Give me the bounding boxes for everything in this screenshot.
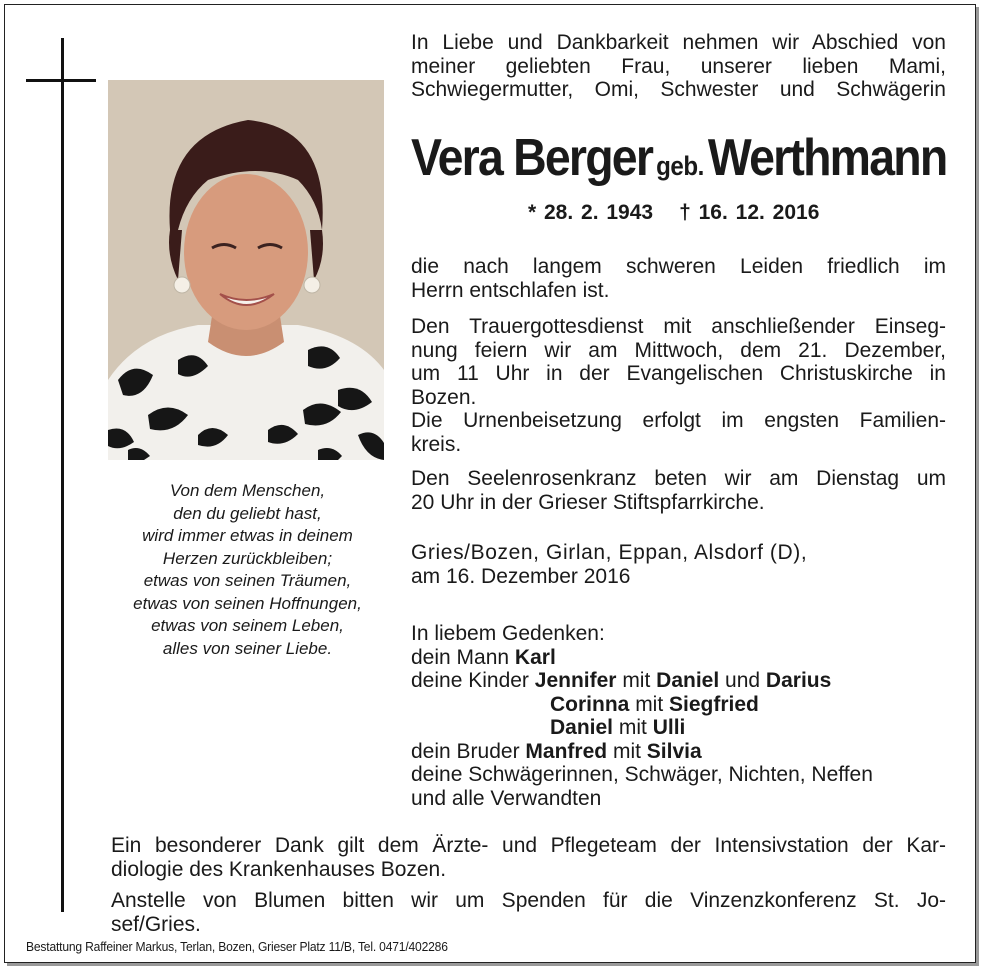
poem-line: etwas von seinen Hoffnungen, xyxy=(133,593,362,613)
death-date: † 16. 12. 2016 xyxy=(679,201,820,224)
mourner-name: Silvia xyxy=(646,739,702,763)
poem-line: Von dem Menschen, xyxy=(169,481,326,500)
mourner-row xyxy=(411,716,946,740)
mourner-relation: dein Bruder xyxy=(411,739,520,763)
mourner-conjunction: mit xyxy=(612,739,641,763)
mourners-list xyxy=(411,622,946,810)
text-line: Die Urnenbeisetzung erfolgt im engsten Familien- xyxy=(411,409,946,432)
mourner-name: Ulli xyxy=(652,716,686,739)
mourner-row: deine Schwägerinnen, Schwäger, Nichten, Neffen xyxy=(411,763,873,786)
portrait-photo xyxy=(108,80,384,460)
text-line: Anstelle von Blumen bitten wir um Spenden für die Vinzenzkonferenz St. Jo- xyxy=(111,889,946,912)
text-line: am 16. Dezember 2016 xyxy=(411,564,631,588)
poem-line: etwas von seinen Träumen, xyxy=(143,571,352,590)
cross-icon-bar xyxy=(26,79,96,82)
mourner-conjunction: mit xyxy=(618,716,647,739)
poem-line: alles von seiner Liebe. xyxy=(162,638,333,658)
poem xyxy=(100,480,395,660)
mourner-row xyxy=(411,740,946,764)
mourner-name: Siegfried xyxy=(669,692,759,716)
text-line: Bozen. xyxy=(411,385,477,409)
mourner-conjunction: und xyxy=(725,669,761,692)
paragraph-rosary xyxy=(411,467,946,514)
paragraph-service xyxy=(411,315,946,456)
mourner-conjunction: mit xyxy=(622,669,651,692)
mourner-row xyxy=(411,693,946,717)
text-line: Den Trauergottesdienst mit anschließender Einseg- xyxy=(411,315,946,338)
funeral-home-footer: Bestattung Raffeiner Markus, Terlan, Bozen, Grieser Platz 11/B, Tel. 0471/402286 xyxy=(26,939,448,954)
mourner-name: Darius xyxy=(765,669,832,692)
cross-icon xyxy=(61,38,64,912)
mourner-name: Manfred xyxy=(525,739,608,763)
mourner-relation: deine Kinder xyxy=(411,669,529,692)
text-line: um 11 Uhr in der Evangelischen Christuskirche in xyxy=(411,362,946,385)
text-line: Den Seelenrosenkranz beten wir am Dienstag um xyxy=(411,467,946,490)
place-date xyxy=(411,541,946,588)
text-line: nung feiern wir am Mittwoch, dem 21. Dezember, xyxy=(411,338,946,362)
thanks-paragraph xyxy=(111,834,946,881)
text-line: 20 Uhr in der Grieser Stiftspfarrkirche. xyxy=(411,490,765,514)
mourner-row xyxy=(411,669,946,693)
birth-name: Werthmann xyxy=(707,129,947,187)
poem-line: Herzen zurückbleiben; xyxy=(162,548,333,568)
deceased-name xyxy=(411,128,947,188)
text-line: kreis. xyxy=(411,432,462,456)
mourners-heading: In liebem Gedenken: xyxy=(411,622,605,645)
intro-text xyxy=(411,31,946,102)
mourner-name: Daniel xyxy=(550,716,614,739)
paragraph-passing xyxy=(411,255,946,302)
text-line: diologie des Krankenhauses Bozen. xyxy=(111,857,447,881)
poem-line: wird immer etwas in deinem xyxy=(142,526,353,545)
text-line: Herrn entschlafen ist. xyxy=(411,278,610,302)
poem-line: etwas von seinem Leben, xyxy=(151,616,344,635)
intro-line: meiner geliebten Frau, unserer lieben Mami, xyxy=(411,54,946,78)
life-dates xyxy=(528,201,819,225)
first-name: Vera Berger xyxy=(411,129,653,187)
donation-paragraph xyxy=(111,889,946,936)
mourner-conjunction: mit xyxy=(635,692,664,716)
mourner-name: Jennifer xyxy=(534,669,617,692)
intro-line: In Liebe und Dankbarkeit nehmen wir Abschied von xyxy=(411,31,946,54)
birth-prefix: geb. xyxy=(656,151,704,181)
mourner-name: Daniel xyxy=(656,669,720,692)
text-line: Ein besonderer Dank gilt dem Ärzte- und Pflegeteam der Intensivstation der Kar- xyxy=(111,834,946,857)
text-line: sef/Gries. xyxy=(111,912,201,936)
mourner-relation: dein Mann xyxy=(411,645,510,669)
text-line: die nach langem schweren Leiden friedlich im xyxy=(411,255,946,278)
intro-line: Schwiegermutter, Omi, Schwester und Schwägerin xyxy=(411,78,946,101)
text-line: Gries/Bozen, Girlan, Eppan, Alsdorf (D), xyxy=(411,541,808,564)
mourner-name: Karl xyxy=(514,645,556,669)
mourner-row xyxy=(411,646,946,670)
poem-line: den du geliebt hast, xyxy=(173,503,322,523)
birth-date: * 28. 2. 1943 xyxy=(528,201,654,224)
mourner-name: Corinna xyxy=(550,692,630,716)
mourner-row: und alle Verwandten xyxy=(411,786,602,810)
